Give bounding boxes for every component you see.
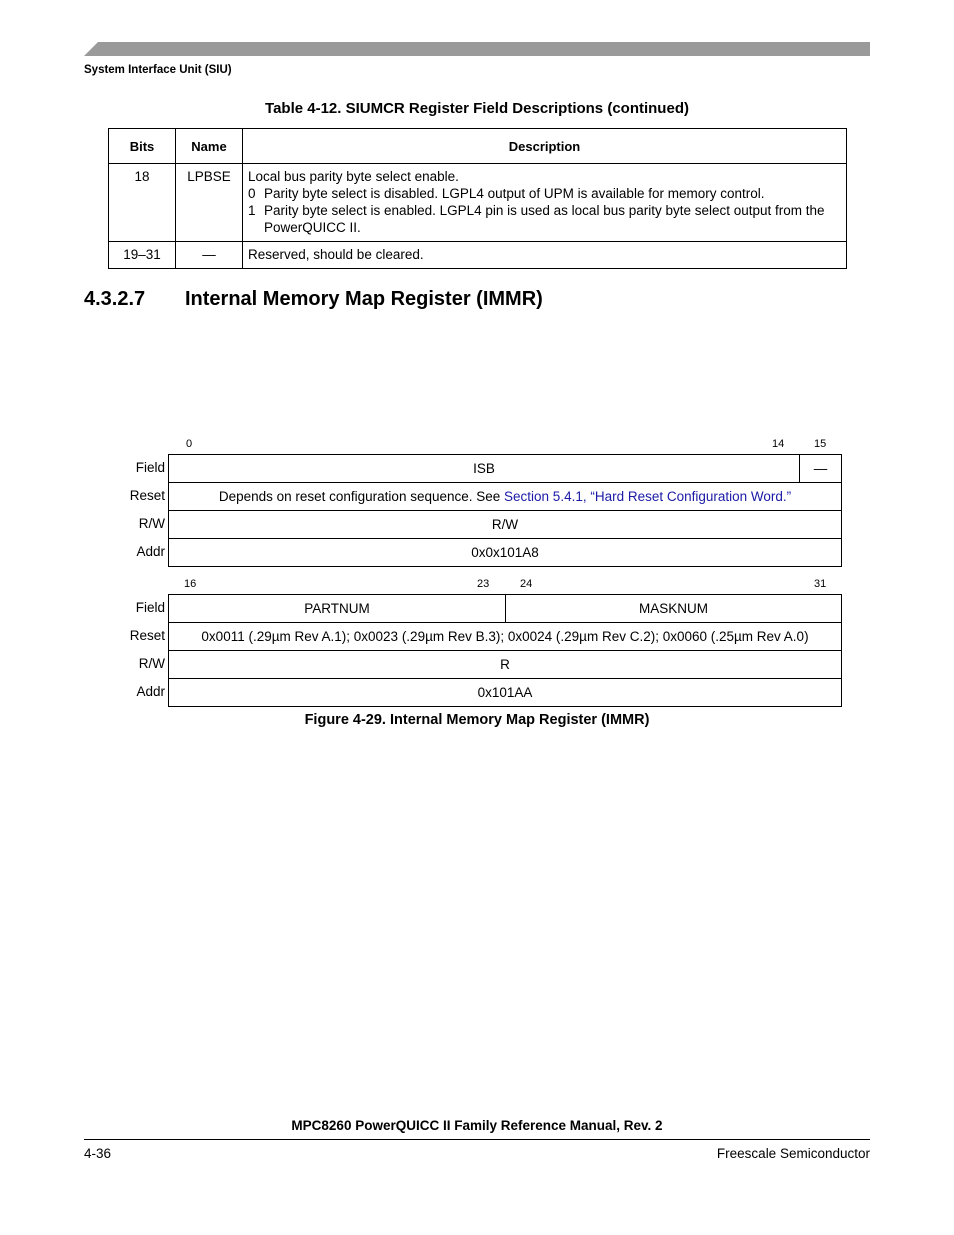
reset-value: 0x0011 (.29µm Rev A.1); 0x0023 (.29µm Rev B.3); 0x0024 (.29µm Rev C.2); 0x0060 (.25µm Rev A.0) [169,623,842,651]
description-intro: Local bus parity byte select enable. [248,169,459,184]
field-masknum: MASKNUM [506,595,842,623]
bit-number-16: 16 [184,578,197,590]
section-heading [84,288,543,311]
section-number: 4.3.2.7 [84,288,146,310]
description-item [248,202,841,236]
bit-number-0: 0 [186,438,193,450]
table-row [109,242,847,269]
bit-number-15: 15 [814,438,827,450]
footer-company: Freescale Semiconductor [716,1146,870,1161]
figure-caption: Figure 4-29. Internal Memory Map Register (IMMR) [304,712,650,728]
col-header-bits: Bits [109,129,176,164]
row-label-rw: R/W [138,516,165,531]
row-label-addr: Addr [136,544,165,559]
field-reserved: — [800,455,842,483]
footer-rule [84,1139,870,1140]
row-label-reset: Reset [129,628,165,643]
row-label-rw: R/W [138,656,165,671]
field-description-table [108,128,847,269]
description-item [248,185,841,202]
item-number: 1 [248,203,256,218]
section-title: Internal Memory Map Register (IMMR) [185,288,543,310]
bit-number-14: 14 [772,438,785,450]
field-isb: ISB [169,455,800,483]
row-label-field: Field [135,460,165,475]
item-number: 0 [248,186,256,201]
field-partnum: PARTNUM [169,595,506,623]
col-header-name: Name [176,129,243,164]
item-text: Parity byte select is enabled. LGPL4 pin is used as local bus parity byte select output from the PowerQUICC II. [264,203,825,235]
row-label-field: Field [135,600,165,615]
running-head: System Interface Unit (SIU) [84,64,232,76]
bit-number-24: 24 [520,578,533,590]
register-diagram-upper [168,454,842,567]
bit-number-23: 23 [477,578,490,590]
item-text: Parity byte select is disabled. LGPL4 output of UPM is available for memory control. [264,186,765,201]
row-label-addr: Addr [136,684,165,699]
cell-description [243,164,847,242]
rw-value: R [169,651,842,679]
addr-value: 0x101AA [169,679,842,707]
header-bar [84,42,870,56]
reset-section-link[interactable]: Section 5.4.1, “Hard Reset Configuration Word.” [504,489,792,504]
bit-number-31: 31 [814,578,827,590]
register-diagram-lower [168,594,842,707]
cell-name: — [176,242,243,269]
cell-bits: 19–31 [109,242,176,269]
reset-text: Depends on reset configuration sequence. See [218,489,505,504]
cell-bits: 18 [109,164,176,242]
cell-name: LPBSE [176,164,243,242]
table-row [109,164,847,242]
row-label-reset: Reset [129,488,165,503]
col-header-description: Description [243,129,847,164]
page-number: 4-36 [84,1146,112,1161]
addr-value: 0x0x101A8 [169,539,842,567]
footer-title: MPC8260 PowerQUICC II Family Reference Manual, Rev. 2 [291,1118,663,1133]
reset-value [169,483,842,511]
cell-description: Reserved, should be cleared. [243,242,847,269]
table-header-row [109,129,847,164]
table-title: Table 4-12. SIUMCR Register Field Descriptions (continued) [265,100,689,117]
rw-value: R/W [169,511,842,539]
